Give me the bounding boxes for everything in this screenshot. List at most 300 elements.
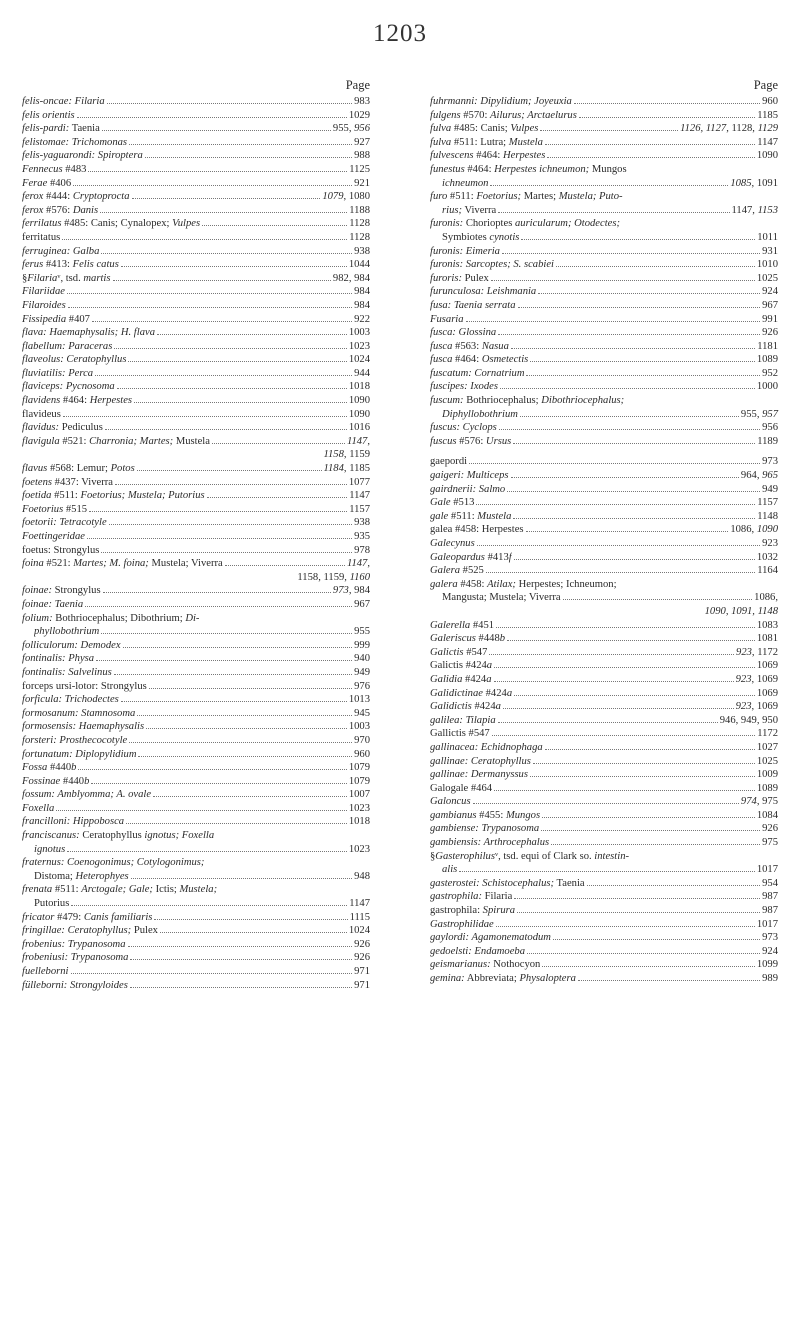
entry-term: Diphyllobothrium bbox=[442, 408, 518, 420]
entry-term: galera #458: Atilax; Herpestes; Ichneumon; bbox=[430, 578, 617, 590]
leader-dots bbox=[101, 544, 352, 552]
entry-pages: 948 bbox=[354, 870, 370, 882]
entry-pages: 1090 bbox=[756, 150, 778, 162]
entry-pages: 973 bbox=[762, 932, 778, 944]
entry-term: folium: Bothriocephalus; Dibothrium; Di- bbox=[22, 612, 200, 624]
entry-pages: 1044 bbox=[348, 259, 370, 271]
entry-pages: 926 bbox=[354, 938, 370, 950]
leader-dots bbox=[526, 524, 729, 532]
entry-pages: 1090 bbox=[348, 408, 370, 420]
entry-term: frobeniusi: Trypanosoma bbox=[22, 952, 129, 964]
index-entry bbox=[430, 353, 778, 367]
index-entry bbox=[22, 720, 370, 734]
index-entry bbox=[22, 231, 370, 245]
entry-pages: 955, 957 bbox=[740, 408, 778, 420]
leader-dots bbox=[545, 742, 755, 750]
entry-term: gallinacea: Echidnophaga bbox=[430, 741, 543, 753]
entry-term: fluviatilis: Perca bbox=[22, 367, 94, 379]
leader-dots bbox=[130, 952, 352, 960]
leader-dots bbox=[107, 96, 352, 104]
index-entry bbox=[430, 163, 778, 177]
leader-dots bbox=[551, 837, 760, 845]
entry-pages: 923, 1069 bbox=[735, 701, 778, 713]
leader-dots bbox=[101, 245, 352, 253]
entry-term: flavidus: Pediculus bbox=[22, 422, 103, 434]
leader-dots bbox=[492, 728, 755, 736]
leader-dots bbox=[490, 177, 728, 185]
entry-term: Galogale #464 bbox=[430, 782, 493, 794]
leader-dots bbox=[68, 300, 352, 308]
leader-dots bbox=[121, 694, 347, 702]
index-entry bbox=[430, 299, 778, 313]
leader-dots bbox=[207, 490, 348, 498]
entry-term: ichneumon bbox=[442, 177, 489, 189]
leader-dots bbox=[507, 633, 755, 641]
entry-pages: 1147, bbox=[346, 558, 370, 570]
index-entry bbox=[430, 564, 778, 578]
entry-term: galilea: Tilapia bbox=[430, 714, 496, 726]
leader-dots bbox=[542, 809, 755, 817]
index-entry bbox=[22, 313, 370, 327]
entry-pages: 984 bbox=[354, 286, 370, 298]
entry-pages: 1147 bbox=[349, 490, 370, 502]
section-gap bbox=[430, 448, 778, 455]
entry-term: fossum: Amblyomma; A. ovale bbox=[22, 789, 152, 801]
leader-dots bbox=[78, 762, 346, 770]
entry-term: furoris: Pulex bbox=[430, 272, 489, 284]
index-entry bbox=[430, 578, 778, 592]
index-entry bbox=[430, 945, 778, 959]
entry-pages: 1025 bbox=[756, 272, 778, 284]
leader-dots bbox=[73, 177, 352, 185]
leader-dots bbox=[491, 272, 755, 280]
entry-pages: 924 bbox=[762, 945, 778, 957]
entry-pages: 987 bbox=[762, 905, 778, 917]
entry-term: Gallictis #547 bbox=[430, 728, 490, 740]
entry-term: Foxella bbox=[22, 802, 55, 814]
entry-pages: 923, 1069 bbox=[735, 673, 778, 685]
index-entry bbox=[22, 625, 370, 639]
entry-pages: 1164 bbox=[757, 565, 778, 577]
leader-dots bbox=[498, 204, 729, 212]
leader-dots bbox=[526, 367, 760, 375]
index-entry bbox=[22, 897, 370, 911]
leader-dots bbox=[503, 701, 734, 709]
index-entry bbox=[430, 836, 778, 850]
leader-dots bbox=[527, 945, 760, 953]
entry-term: fuscatum: Cornatrium bbox=[430, 367, 525, 379]
index-entry bbox=[22, 177, 370, 191]
entry-term: fuscus #576: Ursus bbox=[430, 435, 512, 447]
index-entry bbox=[22, 815, 370, 829]
entry-pages: 1090 bbox=[348, 395, 370, 407]
leader-dots bbox=[587, 877, 760, 885]
entry-term: formosensis: Haemaphysalis bbox=[22, 721, 145, 733]
entry-term: flaveolus: Ceratophyllus bbox=[22, 354, 127, 366]
leader-dots bbox=[496, 619, 755, 627]
index-entry bbox=[22, 707, 370, 721]
leader-dots bbox=[92, 313, 352, 321]
leader-dots bbox=[469, 456, 760, 464]
index-entry bbox=[22, 639, 370, 653]
entry-term: ferritatus bbox=[22, 231, 61, 243]
entry-pages: 1023 bbox=[348, 802, 370, 814]
index-entry bbox=[22, 883, 370, 897]
index-entry bbox=[22, 680, 370, 694]
entry-term: flava: Haemaphysalis; H. flava bbox=[22, 327, 155, 339]
leader-dots bbox=[521, 232, 755, 240]
entry-term: Gale #513 bbox=[430, 497, 475, 509]
entry-term: ignotus bbox=[34, 843, 66, 855]
entry-term: franciscanus: Ceratophyllus ignotus; Foxella bbox=[22, 830, 215, 842]
entry-pages: 1032 bbox=[756, 551, 778, 563]
leader-dots bbox=[202, 218, 347, 226]
index-entry bbox=[430, 809, 778, 823]
leader-dots bbox=[134, 395, 347, 403]
entry-term: flaviceps: Pycnosoma bbox=[22, 381, 115, 393]
leader-dots bbox=[145, 150, 352, 158]
entry-pages: 923, 1172 bbox=[736, 646, 778, 658]
entry-pages: 970 bbox=[354, 734, 370, 746]
index-entry bbox=[430, 483, 778, 497]
entry-term: geismarianus: Nothocyon bbox=[430, 959, 541, 971]
entry-pages: 1069 bbox=[756, 660, 778, 672]
entry-term: frobenius: Trypanosoma bbox=[22, 938, 126, 950]
index-entry bbox=[22, 829, 370, 843]
entry-pages: 1013 bbox=[348, 694, 370, 706]
entry-term: Galictis #424a bbox=[430, 660, 493, 672]
leader-dots bbox=[511, 470, 739, 478]
entry-term: §Gasterophilusᵛ, tsd. equi of Clark so. intestin- bbox=[430, 850, 630, 862]
entry-term: fuscus: Cyclops bbox=[430, 422, 497, 434]
entry-pages: 1007 bbox=[348, 789, 370, 801]
entry-term: felis-oncae: Filaria bbox=[22, 96, 105, 107]
right-entries bbox=[430, 95, 778, 986]
leader-dots bbox=[499, 422, 760, 430]
index-entry bbox=[22, 340, 370, 354]
index-entry bbox=[22, 421, 370, 435]
leader-dots bbox=[88, 164, 347, 172]
index-entry bbox=[430, 231, 778, 245]
entry-term: gastrophila: Filaria bbox=[430, 891, 513, 903]
entry-term: ferus #413: Felis catus bbox=[22, 259, 119, 271]
index-entry bbox=[430, 782, 778, 796]
leader-dots bbox=[89, 503, 347, 511]
index-entry bbox=[22, 612, 370, 626]
leader-dots bbox=[130, 979, 352, 987]
index-entry bbox=[430, 741, 778, 755]
entry-continuation: 1090, 1091, 1148 bbox=[704, 605, 778, 617]
leader-dots bbox=[545, 136, 755, 144]
entry-term: fusa: Taenia serrata bbox=[430, 299, 516, 311]
index-entry bbox=[22, 367, 370, 381]
leader-dots bbox=[538, 286, 760, 294]
entry-pages: 976 bbox=[354, 680, 370, 692]
index-entry bbox=[22, 802, 370, 816]
entry-term: ferox #444: Cryptoprocta bbox=[22, 191, 130, 203]
entry-pages: 1157 bbox=[349, 503, 370, 515]
entry-pages: 926 bbox=[762, 327, 778, 339]
entry-term: felistomae: Trichomonas bbox=[22, 136, 128, 148]
entry-pages: 1086, bbox=[754, 592, 778, 604]
page-number: 1203 bbox=[373, 20, 427, 47]
entry-term: forsteri: Prosthecocotyle bbox=[22, 734, 128, 746]
entry-pages: 1023 bbox=[348, 843, 370, 855]
index-entry bbox=[430, 326, 778, 340]
entry-pages: 1089 bbox=[756, 354, 778, 366]
index-entry bbox=[22, 693, 370, 707]
entry-pages: 945 bbox=[354, 707, 370, 719]
entry-term: Fossinae #440b bbox=[22, 775, 90, 787]
index-entry bbox=[430, 204, 778, 218]
entry-term: folliculorum: Demodex bbox=[22, 639, 121, 651]
entry-term: fulgens #570: Ailurus; Arctaelurus bbox=[430, 109, 577, 121]
entry-term: gale #511: Mustela bbox=[430, 510, 512, 522]
leader-dots bbox=[533, 755, 755, 763]
leader-dots bbox=[71, 966, 353, 974]
entry-term: alis bbox=[442, 864, 458, 876]
leader-dots bbox=[514, 551, 755, 559]
entry-pages: 946, 949, 950 bbox=[719, 714, 778, 726]
entry-term: foetens #437: Viverra bbox=[22, 476, 113, 488]
entry-term: gallinae: Ceratophyllus bbox=[430, 755, 531, 767]
entry-pages: 1018 bbox=[348, 816, 370, 828]
leader-dots bbox=[579, 109, 755, 117]
index-entry bbox=[430, 755, 778, 769]
leader-dots bbox=[540, 123, 678, 131]
entry-pages: 1189 bbox=[757, 435, 778, 447]
leader-dots bbox=[129, 735, 352, 743]
index-entry bbox=[22, 435, 370, 462]
leader-dots bbox=[542, 959, 754, 967]
entry-pages: 1003 bbox=[348, 327, 370, 339]
entry-term: gairdnerii: Salmo bbox=[430, 483, 506, 495]
leader-dots bbox=[56, 802, 346, 810]
entry-term: Fissipedia #407 bbox=[22, 313, 90, 325]
entry-pages: 938 bbox=[354, 245, 370, 257]
entry-pages: 1079 bbox=[348, 762, 370, 774]
entry-term: galea #458: Herpestes bbox=[430, 524, 524, 536]
entry-pages: 1024 bbox=[348, 354, 370, 366]
entry-term: fricator #479: Canis familiaris bbox=[22, 911, 153, 923]
entry-pages: 1025 bbox=[756, 755, 778, 767]
index-entry bbox=[22, 285, 370, 299]
entry-pages: 964, 965 bbox=[740, 470, 778, 482]
index-entry bbox=[22, 843, 370, 857]
index-entry bbox=[22, 258, 370, 272]
entry-term: felis-yaguarondi: Spiroptera bbox=[22, 150, 143, 162]
right-column bbox=[430, 78, 778, 986]
index-entry bbox=[430, 551, 778, 565]
index-entry bbox=[22, 788, 370, 802]
index-entry bbox=[22, 299, 370, 313]
index-entry bbox=[430, 931, 778, 945]
index-entry bbox=[430, 313, 778, 327]
leader-dots bbox=[496, 918, 755, 926]
index-entry bbox=[430, 700, 778, 714]
leader-dots bbox=[563, 592, 753, 600]
entry-term: furonis: Sarcoptes; S. scabiei bbox=[430, 259, 554, 271]
leader-dots bbox=[100, 204, 347, 212]
index-entry bbox=[22, 965, 370, 979]
entry-pages: 1011 bbox=[757, 231, 778, 243]
entry-pages: 1024 bbox=[348, 925, 370, 937]
entry-term: flavigula #521: Charronia; Martes; Mustela bbox=[22, 435, 210, 447]
index-entry bbox=[22, 476, 370, 490]
entry-term: phyllobothrium bbox=[34, 626, 100, 638]
entry-pages: 1027 bbox=[756, 741, 778, 753]
entry-term: formosanum: Stamnosoma bbox=[22, 707, 136, 719]
entry-term: Gastrophilidae bbox=[430, 918, 494, 930]
index-entry bbox=[430, 904, 778, 918]
leader-dots bbox=[473, 796, 739, 804]
entry-term: gambianus #455: Mungos bbox=[430, 809, 541, 821]
entry-term: gallinae: Dermanyssus bbox=[430, 769, 528, 781]
entry-term: gaepordi bbox=[430, 456, 468, 468]
entry-pages: 954 bbox=[762, 877, 778, 889]
left-column bbox=[22, 78, 370, 992]
entry-pages: 927 bbox=[354, 136, 370, 148]
entry-term: fuscum: Bothriocephalus; Dibothriocephalus; bbox=[430, 395, 625, 407]
entry-pages: 1147, bbox=[346, 435, 370, 447]
entry-term: felis orientis bbox=[22, 109, 75, 121]
leader-dots bbox=[502, 245, 760, 253]
index-entry bbox=[430, 367, 778, 381]
leader-dots bbox=[113, 272, 331, 280]
index-entry bbox=[430, 136, 778, 150]
entry-term: felis-pardi: Taenia bbox=[22, 123, 100, 135]
entry-pages: 1125 bbox=[349, 163, 370, 175]
entry-term: Fennecus #483 bbox=[22, 163, 87, 175]
leader-dots bbox=[507, 483, 760, 491]
index-entry bbox=[430, 285, 778, 299]
leader-dots bbox=[71, 898, 347, 906]
column-header-page: Page bbox=[753, 78, 778, 92]
index-entry bbox=[430, 95, 778, 109]
entry-term: Foetorius #515 bbox=[22, 503, 88, 515]
entry-pages: 960 bbox=[762, 96, 778, 107]
leader-dots bbox=[514, 891, 760, 899]
leader-dots bbox=[96, 653, 352, 661]
entry-term: fuscipes: Ixodes bbox=[430, 381, 498, 393]
index-entry bbox=[22, 408, 370, 422]
entry-term: flavidens #464: Herpestes bbox=[22, 395, 133, 407]
index-entry bbox=[22, 109, 370, 123]
entry-term: fulvescens #464: Herpestes bbox=[430, 150, 546, 162]
index-entry bbox=[22, 584, 370, 598]
leader-dots bbox=[109, 517, 352, 525]
index-entry bbox=[430, 380, 778, 394]
index-entry bbox=[22, 163, 370, 177]
index-entry bbox=[22, 503, 370, 517]
entry-pages: 955 bbox=[354, 626, 370, 638]
entry-pages: 1128 bbox=[349, 218, 370, 230]
leader-dots bbox=[514, 687, 755, 695]
index-entry bbox=[430, 523, 778, 537]
entry-pages: 1147, 1153 bbox=[731, 204, 778, 216]
leader-dots bbox=[547, 150, 754, 158]
leader-dots bbox=[95, 367, 352, 375]
entry-pages: 1081 bbox=[756, 633, 778, 645]
entry-pages: 1181 bbox=[757, 340, 778, 352]
index-entry bbox=[22, 326, 370, 340]
entry-term: ferruginea: Galba bbox=[22, 245, 100, 257]
index-entry bbox=[430, 632, 778, 646]
entry-pages: 1083 bbox=[756, 619, 778, 631]
entry-term: Galidictis #424a bbox=[430, 701, 501, 713]
entry-term: Galecynus bbox=[430, 538, 475, 549]
leader-dots bbox=[513, 510, 755, 518]
index-entry bbox=[22, 394, 370, 408]
leader-dots bbox=[62, 232, 347, 240]
leader-dots bbox=[101, 626, 352, 634]
entry-pages: 923 bbox=[762, 538, 778, 549]
entry-pages: 971 bbox=[354, 979, 370, 991]
leader-dots bbox=[225, 558, 345, 566]
entry-pages: 1126, 1127, 1128, 1129 bbox=[680, 123, 778, 135]
leader-dots bbox=[126, 816, 347, 824]
entry-term: Ferae #406 bbox=[22, 177, 72, 189]
leader-dots bbox=[67, 286, 352, 294]
entry-pages: 956 bbox=[762, 422, 778, 434]
index-entry bbox=[430, 496, 778, 510]
index-entry bbox=[22, 489, 370, 503]
leader-dots bbox=[494, 674, 734, 682]
index-entry bbox=[430, 659, 778, 673]
entry-term: gasterostei: Schistocephalus; Taenia bbox=[430, 877, 585, 889]
leader-dots bbox=[137, 707, 352, 715]
entry-pages: 967 bbox=[762, 299, 778, 311]
entry-pages: 971 bbox=[354, 966, 370, 977]
entry-pages: 984 bbox=[354, 299, 370, 311]
entry-pages: 955, 956 bbox=[332, 123, 370, 135]
entry-term: Galeopardus #413f bbox=[430, 551, 512, 563]
entry-pages: 1184, 1185 bbox=[323, 463, 370, 475]
entry-term: Filaroides bbox=[22, 299, 66, 311]
leader-dots bbox=[466, 313, 761, 321]
leader-dots bbox=[129, 136, 352, 144]
entry-term: fülleborni: Strongyloides bbox=[22, 979, 128, 991]
entry-term: foina #521: Martes; M. foina; Mustela; Viverra bbox=[22, 558, 223, 570]
entry-pages: 973 bbox=[762, 456, 778, 468]
entry-pages: 935 bbox=[354, 531, 370, 542]
entry-term: gedoelsti: Endamoeba bbox=[430, 945, 526, 957]
entry-pages: 978 bbox=[354, 544, 370, 556]
index-entry bbox=[22, 938, 370, 952]
index-entry bbox=[22, 598, 370, 612]
entry-pages: 1017 bbox=[756, 864, 778, 876]
index-entry bbox=[22, 666, 370, 680]
entry-pages: 988 bbox=[354, 150, 370, 162]
index-entry bbox=[22, 204, 370, 218]
leader-dots bbox=[513, 435, 755, 443]
leader-dots bbox=[486, 565, 755, 573]
leader-dots bbox=[114, 667, 352, 675]
entry-term: rius; Viverra bbox=[442, 204, 497, 216]
leader-dots bbox=[157, 327, 347, 335]
index-entry bbox=[22, 652, 370, 666]
leader-dots bbox=[77, 109, 347, 117]
entry-continuation: 1158, 1159, 1160 bbox=[297, 571, 370, 583]
index-entry bbox=[430, 177, 778, 191]
index-entry bbox=[430, 863, 778, 877]
leader-dots bbox=[160, 925, 347, 933]
entry-pages: 1069 bbox=[756, 687, 778, 699]
entry-term: Galoncus bbox=[430, 796, 471, 808]
index-entry bbox=[430, 822, 778, 836]
index-entry bbox=[430, 795, 778, 809]
leader-dots bbox=[520, 408, 739, 416]
